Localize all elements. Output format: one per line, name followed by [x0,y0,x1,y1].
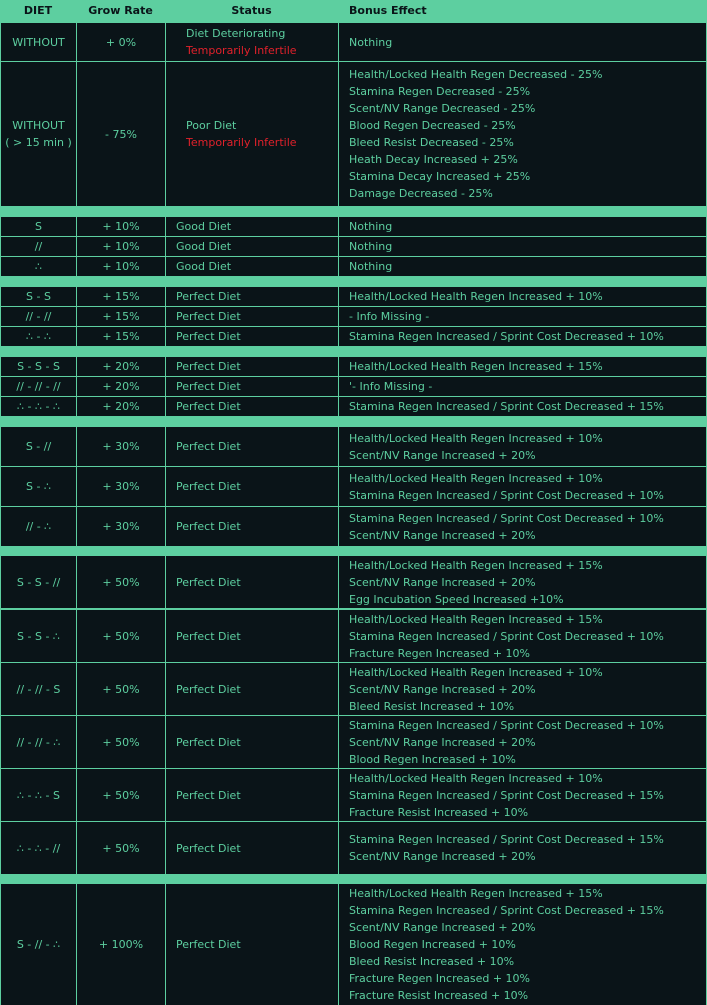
status-text: Poor Diet [186,119,237,132]
grow-rate-cell [77,377,165,396]
diet-cell [1,427,76,466]
status-text: Temporarily Infertile [186,44,297,57]
bonus-effect-line: Nothing [349,240,393,253]
table-row [1,23,706,61]
grow-rate-cell [77,327,165,346]
diet-value: WITHOUT [12,35,65,49]
bonus-effect-line: Nothing [349,35,393,49]
bonus-effect-cell [339,716,706,768]
bonus-effect-line: Nothing [349,220,393,233]
bonus-effect-line: Blood Regen Increased + 10% [349,938,516,951]
bonus-effect-line: Fracture Regen Increased + 10% [349,972,530,985]
status-text: Perfect Diet [176,380,241,393]
grow-rate-cell [77,237,165,256]
status-cell [166,467,338,506]
table-row [1,377,706,396]
bonus-effect-line: Stamina Decay Increased + 25% [349,170,531,183]
group-separator [0,207,707,217]
grow-rate-cell [77,357,165,376]
grow-rate-cell [77,610,165,662]
status-text: Perfect Diet [176,400,241,413]
bonus-effect-cell [339,307,706,326]
grow-rate-cell [77,822,165,874]
diet-value: // - ∴ [25,520,52,533]
grow-rate-value: + 100% [98,938,144,951]
status-cell [166,397,338,416]
bonus-effect-line: Fracture Resist Increased + 10% [349,989,529,1002]
diet-value: // - // [25,310,52,323]
grow-rate-value: + 0% [105,35,137,49]
bonus-effect-line: Nothing [349,260,393,273]
grow-rate-cell [77,23,165,61]
grow-rate-cell [77,257,165,276]
status-text: Perfect Diet [176,629,241,643]
bonus-effect-cell [339,327,706,346]
status-cell [166,357,338,376]
grow-rate-cell [77,307,165,326]
bonus-effect-line: Scent/NV Range Increased + 20% [349,921,536,934]
status-cell [166,257,338,276]
bonus-effect-cell [339,556,706,608]
bonus-effect-cell [339,62,706,206]
bonus-effect-line: Blood Regen Decreased - 25% [349,119,516,132]
bonus-effect-line: Scent/NV Range Increased + 20% [349,448,536,462]
table-row [1,62,706,206]
bonus-effect-line: Scent/NV Range Increased + 20% [349,575,536,589]
grow-rate-value: + 30% [102,480,140,493]
table-row [1,237,706,256]
bonus-effect-line: Fracture Regen Increased + 10% [349,646,530,660]
status-cell [166,377,338,396]
table-row [1,467,706,506]
grow-rate-cell [77,884,165,1005]
grow-rate-cell [77,556,165,608]
table-row [1,307,706,326]
bonus-effect-cell [339,663,706,715]
status-text: Perfect Diet [176,788,241,802]
status-text: Perfect Diet [176,310,241,323]
diet-value: ( > 15 min ) [5,136,72,149]
diet-value: S - S - // [16,575,61,589]
header-bonus-effect: Bonus Effect [349,4,427,17]
table-row [1,507,706,546]
table-row [1,257,706,276]
bonus-effect-line: Stamina Regen Increased / Sprint Cost Decreased + 10% [349,629,664,643]
diet-cell [1,377,76,396]
status-cell [166,307,338,326]
bonus-effect-line: '- Info Missing - [349,380,433,393]
table-row [1,556,706,608]
bonus-effect-line: Health/Locked Health Regen Increased + 15% [349,360,603,373]
table-row [1,217,706,236]
bonus-effect-cell [339,427,706,466]
table-row [1,663,706,715]
status-cell [166,507,338,546]
grow-rate-value: + 30% [102,520,140,533]
bonus-effect-line: Stamina Regen Increased / Sprint Cost Decreased + 15% [349,400,664,413]
diet-value: // - // - // [16,380,61,393]
diet-value: ∴ - ∴ - S [17,788,60,802]
diet-cell [1,556,76,608]
bonus-effect-cell [339,217,706,236]
diet-value: // - // - S [16,682,61,696]
diet-cell [1,716,76,768]
status-text: Good Diet [176,220,232,233]
bonus-effect-line: Stamina Regen Increased / Sprint Cost Decreased + 10% [349,330,664,343]
bonus-effect-line: Egg Incubation Speed Increased +10% [349,592,564,606]
grow-rate-value: + 15% [102,310,140,323]
grow-rate-value: + 20% [102,360,140,373]
grow-rate-value: - 75% [105,127,137,141]
diet-cell [1,307,76,326]
diet-value: WITHOUT [12,119,65,132]
table-row [1,327,706,346]
grow-rate-value: + 50% [102,575,140,589]
bonus-effect-line: Health/Locked Health Regen Decreased - 25% [349,68,603,81]
diet-cell [1,217,76,236]
grow-rate-value: + 10% [102,260,140,273]
bonus-effect-line: - Info Missing - [349,310,430,323]
status-cell [166,716,338,768]
diet-cell [1,507,76,546]
status-text: Diet Deteriorating [186,27,286,40]
grow-rate-cell [77,716,165,768]
diet-cell [1,257,76,276]
diet-cell [1,23,76,61]
table-row [1,822,706,874]
table-header [0,0,707,22]
bonus-effect-line: Scent/NV Range Increased + 20% [349,682,536,696]
diet-cell [1,357,76,376]
grow-rate-cell [77,62,165,206]
grow-rate-cell [77,467,165,506]
bonus-effect-cell [339,507,706,546]
bonus-effect-line: Scent/NV Range Increased + 20% [349,528,536,542]
status-cell [166,427,338,466]
status-text: Good Diet [176,260,232,273]
status-text: Perfect Diet [176,735,241,749]
diet-value: S - S - ∴ [17,629,60,643]
grow-rate-cell [77,287,165,306]
status-cell [166,217,338,236]
diet-value: ∴ - ∴ [26,330,51,343]
grow-rate-value: + 50% [102,629,140,643]
status-text: Good Diet [176,240,232,253]
grow-rate-value: + 50% [102,788,140,802]
diet-cell [1,62,76,206]
diet-cell [1,287,76,306]
status-text: Perfect Diet [176,330,241,343]
status-text: Perfect Diet [176,575,241,589]
table-row [1,287,706,306]
bonus-effect-cell [339,822,706,874]
status-cell [166,769,338,821]
bonus-effect-cell [339,237,706,256]
group-separator [0,347,707,357]
bonus-effect-line: Health/Locked Health Regen Increased + 15% [349,887,603,900]
bonus-effect-cell [339,610,706,662]
bonus-effect-line: Damage Decreased - 25% [349,187,493,200]
bonus-effect-line: Fracture Resist Increased + 10% [349,805,529,819]
diet-value: S - S - S [17,360,60,373]
bonus-effect-line: Bleed Resist Increased + 10% [349,699,515,713]
grow-rate-value: + 20% [102,400,140,413]
grow-rate-cell [77,507,165,546]
bonus-effect-cell [339,884,706,1005]
bonus-effect-line: Health/Locked Health Regen Increased + 10% [349,431,603,445]
bonus-effect-line: Stamina Regen Increased / Sprint Cost Decreased + 15% [349,788,664,802]
group-separator [0,547,707,556]
bonus-effect-cell [339,397,706,416]
status-cell [166,237,338,256]
grow-rate-cell [77,397,165,416]
grow-rate-value: + 10% [102,240,140,253]
diet-value: // [34,240,43,253]
diet-cell [1,769,76,821]
status-cell [166,23,338,61]
status-cell [166,287,338,306]
diet-value: S - S [26,290,51,303]
grow-rate-value: + 15% [102,330,140,343]
table-row [1,884,706,1005]
grow-rate-cell [77,217,165,236]
grow-rate-cell [77,769,165,821]
status-cell [166,884,338,1005]
diet-cell [1,327,76,346]
diet-cell [1,822,76,874]
bonus-effect-line: Bleed Resist Increased + 10% [349,955,515,968]
diet-value: S - ∴ [26,480,51,493]
bonus-effect-line: Stamina Regen Increased / Sprint Cost Decreased + 15% [349,904,664,917]
status-text: Perfect Diet [176,480,241,493]
grow-rate-value: + 20% [102,380,140,393]
status-text: Perfect Diet [176,360,241,373]
bonus-effect-line: Scent/NV Range Decreased - 25% [349,102,536,115]
status-cell [166,822,338,874]
bonus-effect-line: Health/Locked Health Regen Increased + 10% [349,471,603,485]
status-text: Temporarily Infertile [186,136,297,149]
bonus-effect-line: Scent/NV Range Increased + 20% [349,735,536,749]
table-row [1,397,706,416]
bonus-effect-cell [339,23,706,61]
status-text: Perfect Diet [176,682,241,696]
grow-rate-value: + 10% [102,220,140,233]
status-text: Perfect Diet [176,520,241,533]
bonus-effect-line: Scent/NV Range Increased + 20% [349,850,536,863]
bonus-effect-line: Health/Locked Health Regen Increased + 10% [349,771,603,785]
bonus-effect-line: Stamina Regen Increased / Sprint Cost Decreased + 10% [349,718,664,732]
diet-cell [1,467,76,506]
diet-value: S - // - ∴ [16,938,61,951]
header-diet: DIET [23,4,53,17]
bonus-effect-cell [339,377,706,396]
status-cell [166,610,338,662]
bonus-effect-line: Stamina Regen Increased / Sprint Cost Decreased + 10% [349,488,664,502]
diet-cell [1,663,76,715]
status-cell [166,556,338,608]
grow-rate-cell [77,427,165,466]
status-text: Perfect Diet [176,440,241,453]
bonus-effect-cell [339,467,706,506]
diet-value: ∴ - ∴ - ∴ [17,400,60,413]
table-row [1,357,706,376]
bonus-effect-cell [339,287,706,306]
header-grow-rate: Grow Rate [88,4,153,17]
diet-cell [1,610,76,662]
bonus-effect-line: Heath Decay Increased + 25% [349,153,518,166]
diet-value: S - // [25,440,52,453]
bonus-effect-line: Bleed Resist Decreased - 25% [349,136,514,149]
table-row [1,610,706,662]
bonus-effect-line: Health/Locked Health Regen Increased + 15% [349,558,603,572]
status-cell [166,62,338,206]
diet-value: S [35,220,42,233]
bonus-effect-cell [339,769,706,821]
status-text: Perfect Diet [176,938,241,951]
grow-rate-cell [77,663,165,715]
diet-cell [1,884,76,1005]
grow-rate-value: + 50% [102,841,140,855]
group-separator [0,417,707,427]
grow-rate-value: + 50% [102,682,140,696]
bonus-effect-cell [339,257,706,276]
bonus-effect-line: Health/Locked Health Regen Increased + 15% [349,612,603,626]
table-row [1,716,706,768]
bonus-effect-line: Stamina Regen Increased / Sprint Cost Decreased + 10% [349,511,664,525]
diet-cell [1,397,76,416]
diet-value: // - // - ∴ [16,735,61,749]
table-row [1,427,706,466]
status-cell [166,327,338,346]
header-status: Status [231,4,272,17]
group-separator [0,277,707,287]
table-row [1,769,706,821]
status-text: Perfect Diet [176,290,241,303]
bonus-effect-line: Blood Regen Increased + 10% [349,752,516,766]
bonus-effect-line: Health/Locked Health Regen Increased + 10% [349,665,603,679]
status-text: Perfect Diet [176,841,241,855]
diet-value: ∴ - ∴ - // [16,841,61,855]
status-cell [166,663,338,715]
bonus-effect-line: Stamina Regen Increased / Sprint Cost Decreased + 15% [349,833,664,846]
bonus-effect-line: Stamina Regen Decreased - 25% [349,85,531,98]
grow-rate-value: + 50% [102,735,140,749]
diet-cell [1,237,76,256]
grow-rate-value: + 15% [102,290,140,303]
bonus-effect-line: Health/Locked Health Regen Increased + 10% [349,290,603,303]
bonus-effect-cell [339,357,706,376]
grow-rate-value: + 30% [102,440,140,453]
group-separator [0,875,707,884]
diet-value: ∴ [35,260,42,273]
